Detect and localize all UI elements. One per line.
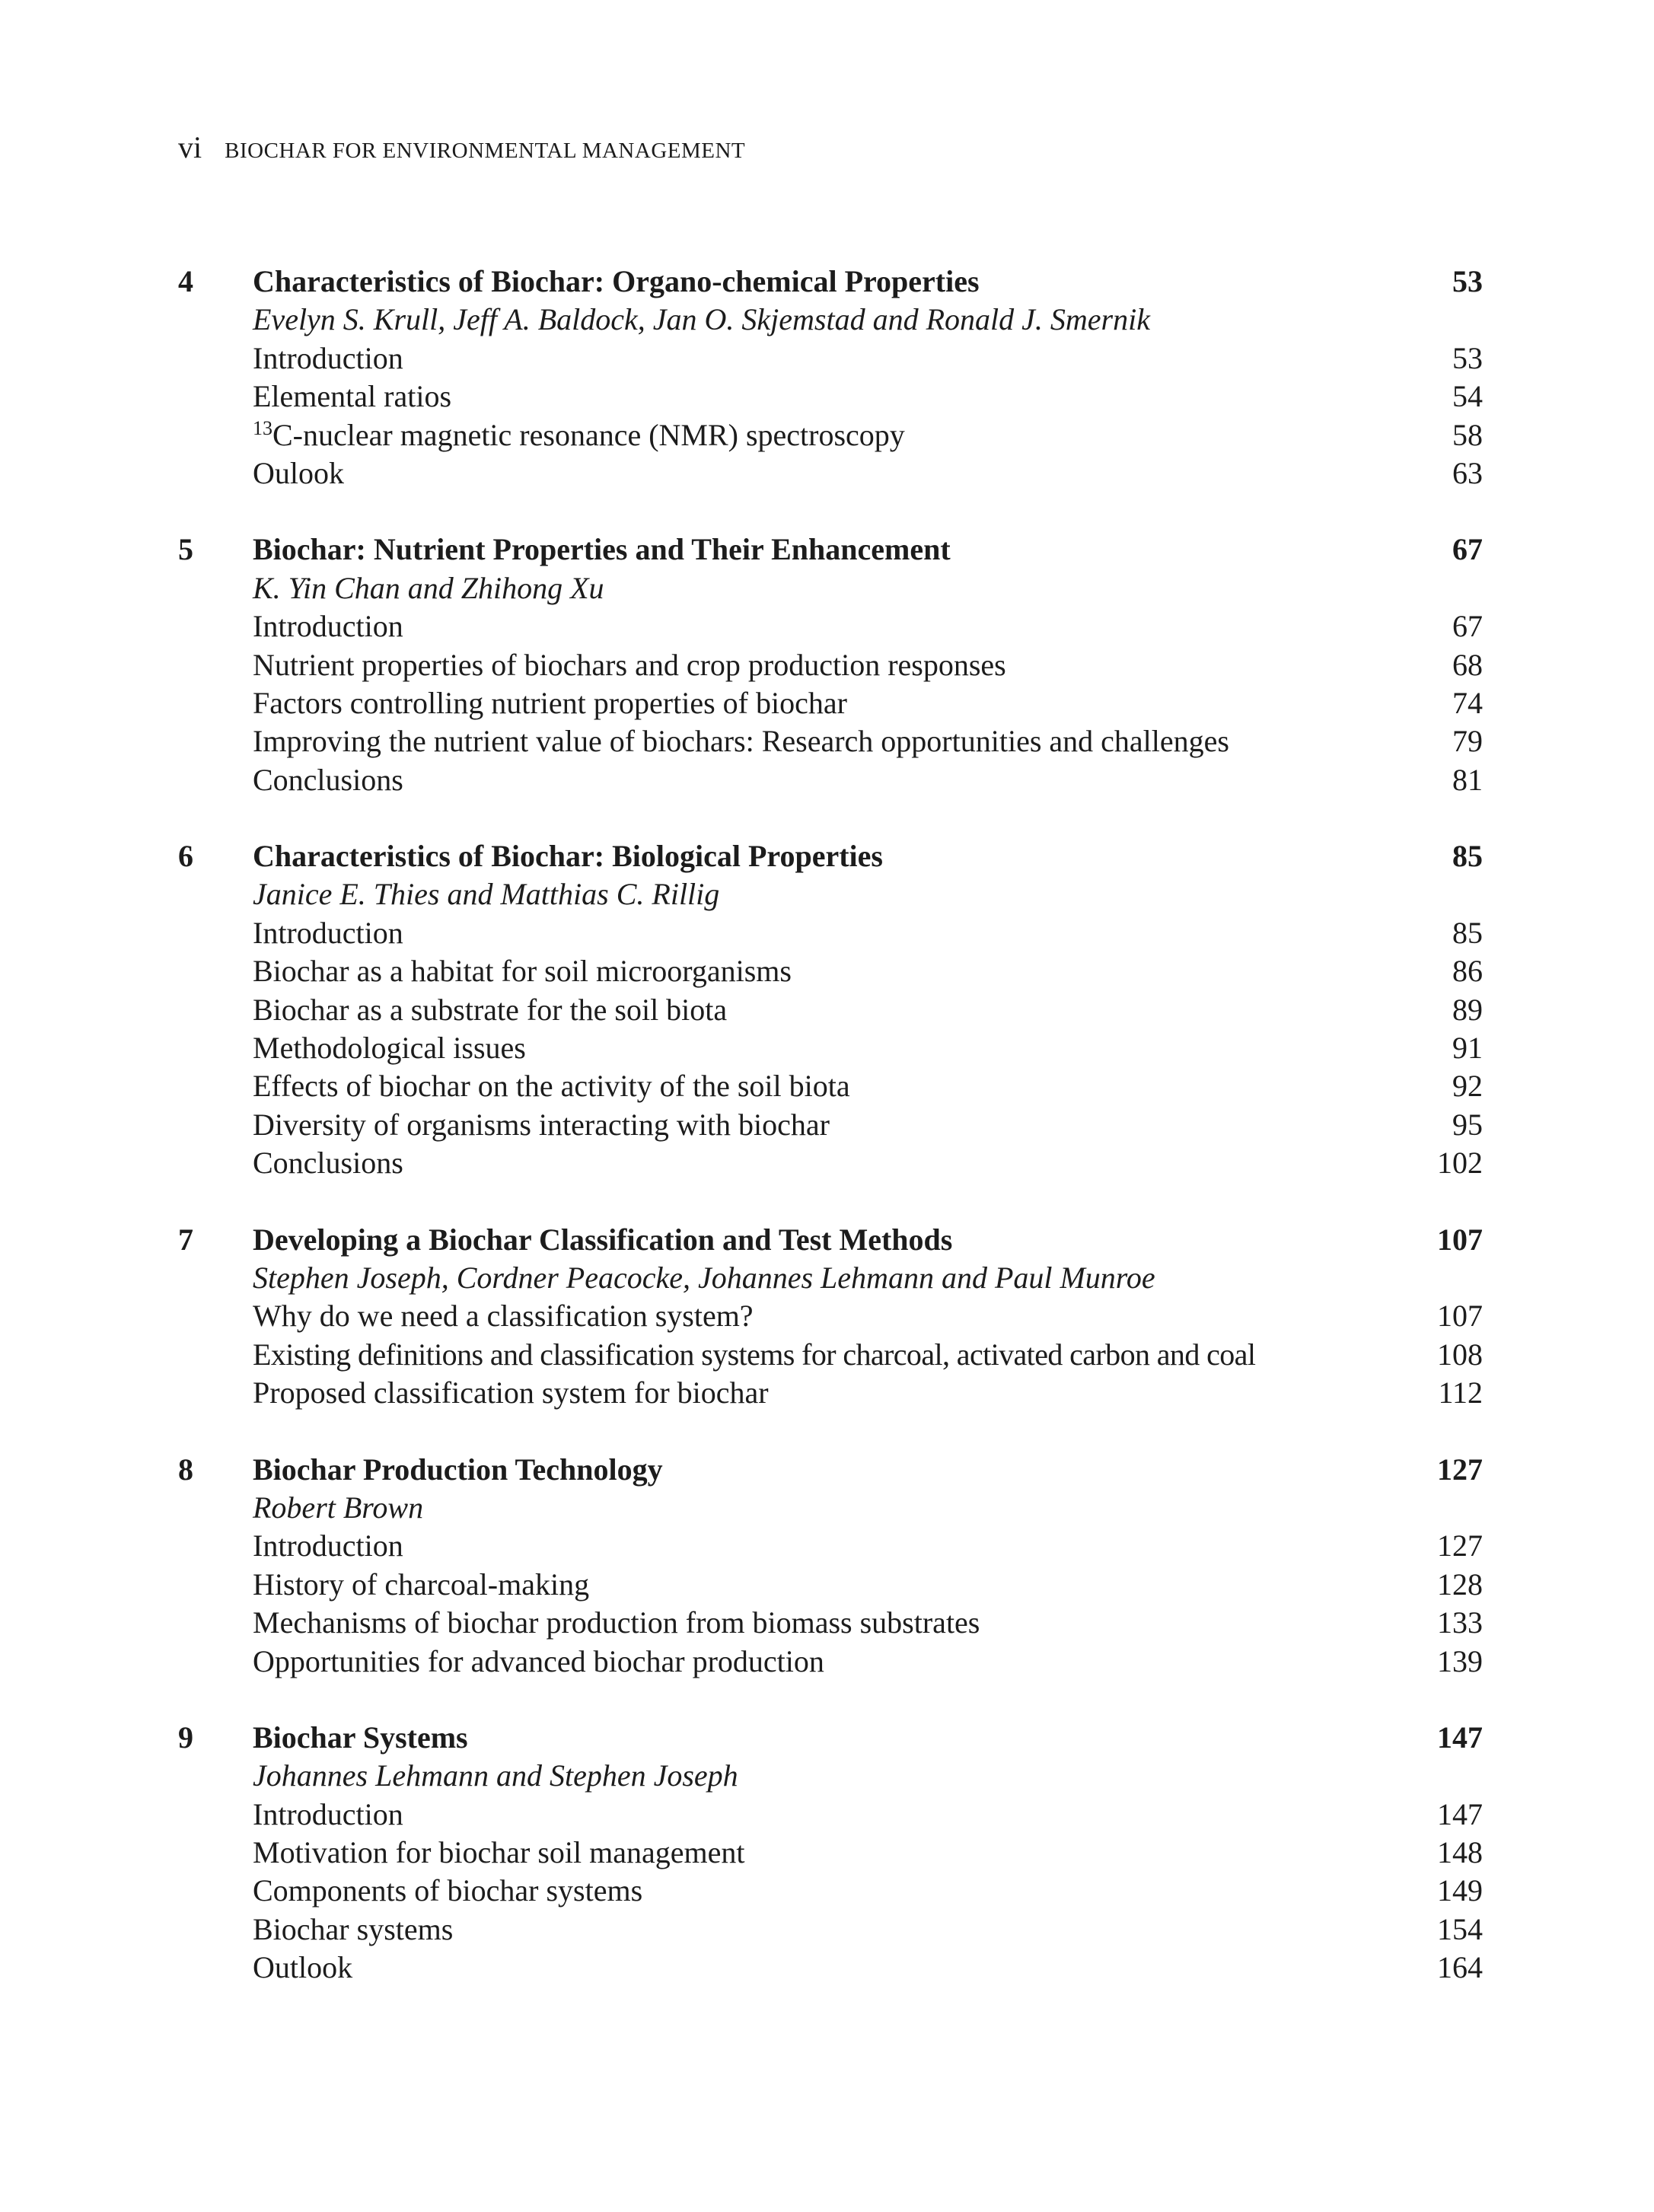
section-page: 81 [1452,762,1483,797]
section-page: 112 [1438,1375,1483,1410]
chapter-number: 6 [178,839,193,874]
section-title: Nutrient properties of biochars and crop production responses [253,647,1006,682]
section-entry [178,722,1483,760]
chapter-heading [178,1221,1483,1259]
section-entry [178,761,1483,799]
chapter-title: Characteristics of Biochar: Organo-chemical Properties [253,264,980,298]
table-of-contents [178,263,1483,2026]
toc-chapter-9 [178,1719,1483,1987]
chapter-title: Developing a Biochar Classification and Test Methods [253,1222,953,1257]
section-entry [178,1604,1483,1642]
section-entry [178,1911,1483,1949]
section-title: Components of biochar systems [253,1873,643,1908]
section-entry [178,454,1483,492]
section-entry [178,1336,1483,1374]
section-entry [178,1643,1483,1681]
section-entry [178,991,1483,1029]
book-title: BIOCHAR FOR ENVIRONMENTAL MANAGEMENT [225,139,746,163]
section-entry [178,1297,1483,1335]
section-entry [178,1029,1483,1067]
section-title: Mechanisms of biochar production from biomass substrates [253,1605,980,1640]
section-entry [178,607,1483,645]
section-page: 67 [1452,609,1483,644]
chapter-authors [178,1757,1483,1795]
section-entry [178,1144,1483,1182]
section-page: 85 [1452,915,1483,950]
section-entry [178,1527,1483,1565]
section-title: Outlook [253,1950,353,1985]
section-page: 154 [1437,1911,1483,1946]
section-page: 149 [1437,1873,1483,1908]
section-page: 133 [1437,1605,1483,1640]
author-names: Evelyn S. Krull, Jeff A. Baldock, Jan O. Skjemstad and Ronald J. Smernik [253,302,1150,337]
chapter-title: Biochar Production Technology [253,1452,663,1487]
toc-chapter-7 [178,1221,1483,1413]
section-page: 95 [1452,1107,1483,1142]
section-title: C-nuclear magnetic resonance (NMR) spectroscopy [272,417,905,452]
author-names: Stephen Joseph, Cordner Peacocke, Johannes Lehmann and Paul Munroe [253,1260,1155,1295]
section-entry [178,1374,1483,1412]
section-page: 139 [1437,1643,1483,1678]
chapter-number: 4 [178,264,193,298]
section-page: 74 [1452,685,1483,720]
section-title: Effects of biochar on the activity of the soil biota [253,1069,850,1104]
chapter-number: 9 [178,1720,193,1755]
section-entry [178,1872,1483,1910]
section-page: 107 [1437,1299,1483,1334]
section-page: 92 [1452,1069,1483,1104]
chapter-authors [178,569,1483,607]
section-page: 128 [1437,1567,1483,1602]
section-title-with-superscript [253,416,905,454]
section-title: Introduction [253,915,403,950]
author-names: Johannes Lehmann and Stephen Joseph [253,1758,738,1793]
section-title: Introduction [253,340,403,375]
chapter-number: 8 [178,1452,193,1487]
section-entry [178,416,1483,454]
section-title: Factors controlling nutrient properties of biochar [253,685,847,720]
toc-chapter-8 [178,1451,1483,1681]
toc-chapter-5 [178,531,1483,799]
author-names: K. Yin Chan and Zhihong Xu [253,570,604,605]
chapter-title: Characteristics of Biochar: Biological Properties [253,839,883,874]
chapter-page: 67 [1452,532,1483,567]
section-entry [178,378,1483,416]
section-entry [178,684,1483,722]
chapter-heading [178,531,1483,569]
chapter-number: 7 [178,1222,193,1257]
section-title: Biochar as a substrate for the soil biota [253,992,728,1027]
section-title: Oulook [253,455,344,490]
section-entry [178,1566,1483,1604]
section-entry [178,646,1483,684]
section-title: Motivation for biochar soil management [253,1835,745,1870]
section-title: Biochar systems [253,1911,454,1946]
running-head [178,129,745,172]
chapter-page: 107 [1437,1222,1483,1257]
section-title: Why do we need a classification system? [253,1299,754,1334]
section-entry [178,1796,1483,1834]
section-page: 102 [1437,1146,1483,1181]
chapter-page: 53 [1452,264,1483,298]
section-page: 108 [1437,1337,1483,1372]
section-page: 79 [1452,724,1483,759]
chapter-heading [178,1719,1483,1757]
page-folio: vi [178,130,202,164]
section-entry [178,1067,1483,1105]
section-page: 53 [1452,340,1483,375]
section-title: Methodological issues [253,1031,526,1066]
section-title: Biochar as a habitat for soil microorganisms [253,954,792,989]
section-title: Elemental ratios [253,379,452,414]
section-entry [178,339,1483,378]
section-entry [178,1834,1483,1872]
section-title: Conclusions [253,1146,403,1181]
chapter-authors [178,301,1483,339]
section-title: Introduction [253,609,403,644]
toc-chapter-4 [178,263,1483,492]
chapter-heading [178,1451,1483,1489]
section-title: Introduction [253,1528,403,1563]
section-title: Proposed classification system for biochar [253,1375,769,1410]
section-page: 164 [1437,1950,1483,1985]
section-entry [178,1106,1483,1144]
chapter-page: 85 [1452,839,1483,874]
section-title: Diversity of organisms interacting with biochar [253,1107,830,1142]
chapter-number: 5 [178,532,193,567]
chapter-authors [178,1259,1483,1297]
section-entry [178,914,1483,952]
section-page: 89 [1452,992,1483,1027]
section-page: 63 [1452,455,1483,490]
section-title: Introduction [253,1796,403,1831]
toc-chapter-6 [178,837,1483,1183]
section-page: 127 [1437,1528,1483,1563]
section-page: 147 [1437,1796,1483,1831]
chapter-authors [178,875,1483,913]
section-title: Existing definitions and classification systems for charcoal, activated carbon and coal [253,1337,1256,1372]
section-entry [178,1949,1483,1987]
section-title: History of charcoal-making [253,1567,590,1602]
chapter-page: 127 [1437,1452,1483,1487]
section-page: 91 [1452,1031,1483,1066]
section-title: Improving the nutrient value of biochars: Research opportunities and challenges [253,724,1229,759]
section-page: 68 [1452,647,1483,682]
section-page: 58 [1452,417,1483,452]
chapter-heading [178,263,1483,301]
section-page: 148 [1437,1835,1483,1870]
chapter-authors [178,1489,1483,1527]
isotope-superscript: 13 [253,416,272,439]
author-names: Robert Brown [253,1490,424,1525]
chapter-page: 147 [1437,1720,1483,1755]
section-entry [178,952,1483,990]
section-page: 54 [1452,379,1483,414]
section-page: 86 [1452,954,1483,989]
chapter-heading [178,837,1483,875]
author-names: Janice E. Thies and Matthias C. Rillig [253,877,720,912]
section-title: Opportunities for advanced biochar production [253,1643,824,1678]
chapter-title: Biochar: Nutrient Properties and Their Enhancement [253,532,951,567]
chapter-title: Biochar Systems [253,1720,468,1755]
section-title: Conclusions [253,762,403,797]
